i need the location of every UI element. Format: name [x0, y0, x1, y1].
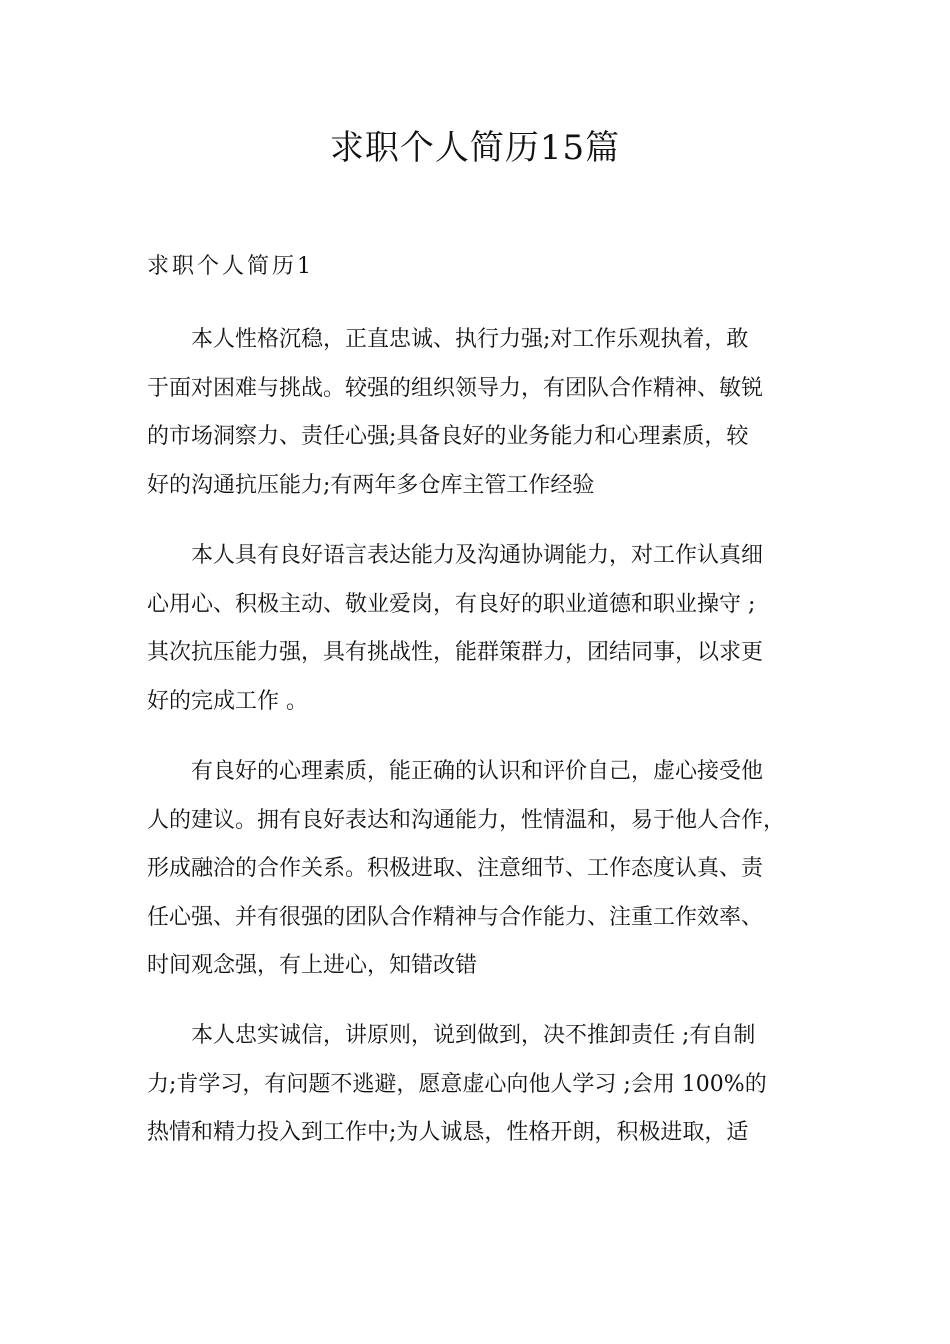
paragraph-line: 好的完成工作 。 — [147, 688, 308, 714]
paragraph-line: 形成融洽的合作关系。积极进取、注意细节、工作态度认真、责 — [147, 856, 764, 881]
paragraph-line: 力;肯学习，有问题不逃避，愿意虚心向他人学习 ;会用 100%的 — [147, 1071, 767, 1097]
paragraph-3 — [147, 748, 807, 991]
paragraph-1 — [147, 316, 807, 510]
paragraph-line: 时间观念强，有上进心，知错改错 — [147, 953, 478, 978]
paragraph-line: 有良好的心理素质，能正确的认识和评价自己，虚心接受他 — [191, 759, 764, 784]
paragraph-line: 任心强、并有很强的团队合作精神与合作能力、注重工作效率、 — [147, 904, 764, 930]
paragraph-2 — [147, 532, 807, 726]
paragraph-line: 于面对困难与挑战。较强的组织领导力，有团队合作精神、敏锐 — [147, 375, 764, 401]
paragraph-line: 本人具有良好语言表达能力及沟通协调能力，对工作认真细 — [191, 543, 764, 568]
document-title: 求职个人简历15篇 — [329, 128, 621, 168]
paragraph-line: 好的沟通抗压能力;有两年多仓库主管工作经验 — [147, 472, 595, 498]
paragraph-line: 人的建议。拥有良好表达和沟通能力，性情温和，易于他人合作， — [147, 807, 786, 833]
paragraph-line: 其次抗压能力强，具有挑战性，能群策群力，团结同事，以求更 — [147, 640, 764, 665]
paragraph-line: 的市场洞察力、责任心强;具备良好的业务能力和心理素质，较 — [147, 424, 749, 449]
paragraph-line: 本人性格沉稳，正直忠诚、执行力强;对工作乐观执着，敢 — [191, 327, 749, 352]
paragraph-line: 心用心、积极主动、敬业爱岗，有良好的职业道德和职业操守 ; — [147, 591, 756, 617]
paragraph-4 — [147, 1012, 807, 1158]
paragraph-line: 本人忠实诚信，讲原则，说到做到，决不推卸责任 ;有自制 — [191, 1023, 756, 1048]
section-heading: 求职个人简历1 — [147, 254, 314, 279]
paragraph-line: 热情和精力投入到工作中;为人诚恳，性格开朗，积极进取，适 — [147, 1120, 749, 1145]
